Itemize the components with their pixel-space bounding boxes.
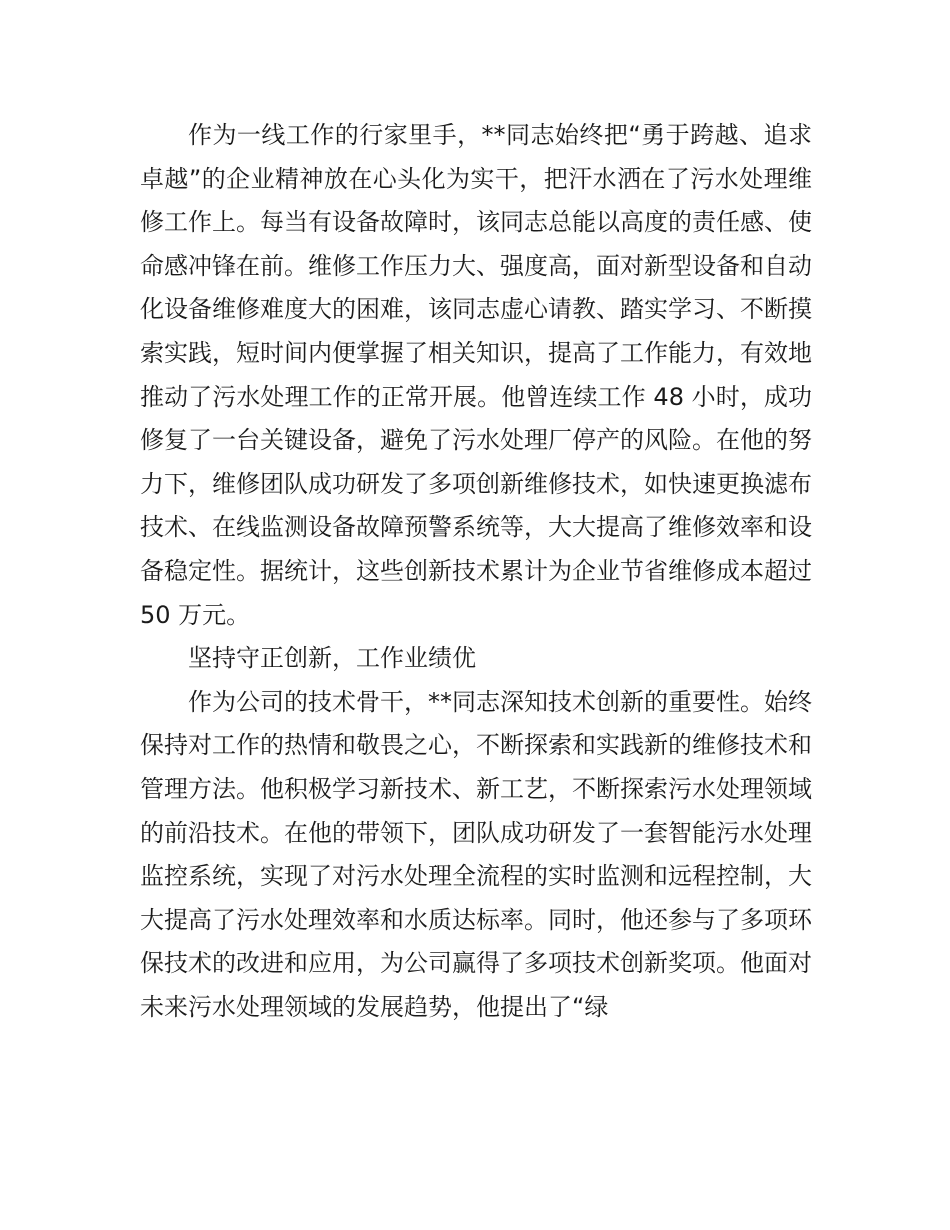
section-heading: 坚持守正创新，工作业绩优 bbox=[188, 644, 476, 673]
paragraph-maintenance-work: 作为一线工作的行家里手，**同志始终把“勇于跨越、追求卓越”的企业精神放在心头化为实干，把汗水洒在了污水处理维修工作上。每当有设备故障时，该同志总能以高度的责任感、使命感冲锋在前。维修工作压力大、强度高，面对新型设备和自动化设备维修难度大的困难，该同志虚心请教、踏实学习、不断摸索实践，短时间内便掌握了相关知识，提高了工作能力，有效地推动了污水处理工作的正常开展。他曾连续工作 48 小时，成功修复了一台关键设备，避免了污水处理厂停产的风险。在他的努力下，维修团队成功研发了多项创新维修技术，如快速更换滤布技术、在线监测设备故障预警系统等，大大提高了维修效率和设备稳定性。据统计，这些创新技术累计为企业节省维修成本超过 50 万元。 bbox=[140, 121, 812, 629]
paragraph-technical-innovation: 作为公司的技术骨干，**同志深知技术创新的重要性。始终保持对工作的热情和敬畏之心，不断探索和实践新的维修技术和管理方法。他积极学习新技术、新工艺，不断探索污水处理领域的前沿技术。在他的带领下，团队成功研发了一套智能污水处理监控系统，实现了对污水处理全流程的实时监测和远程控制，大大提高了污水处理效率和水质达标率。同时，他还参与了多项环保技术的改进和应用，为公司赢得了多项技术创新奖项。他面对未来污水处理领域的发展趋势，他提出了“绿 bbox=[140, 687, 812, 1021]
document-body bbox=[140, 114, 812, 1029]
